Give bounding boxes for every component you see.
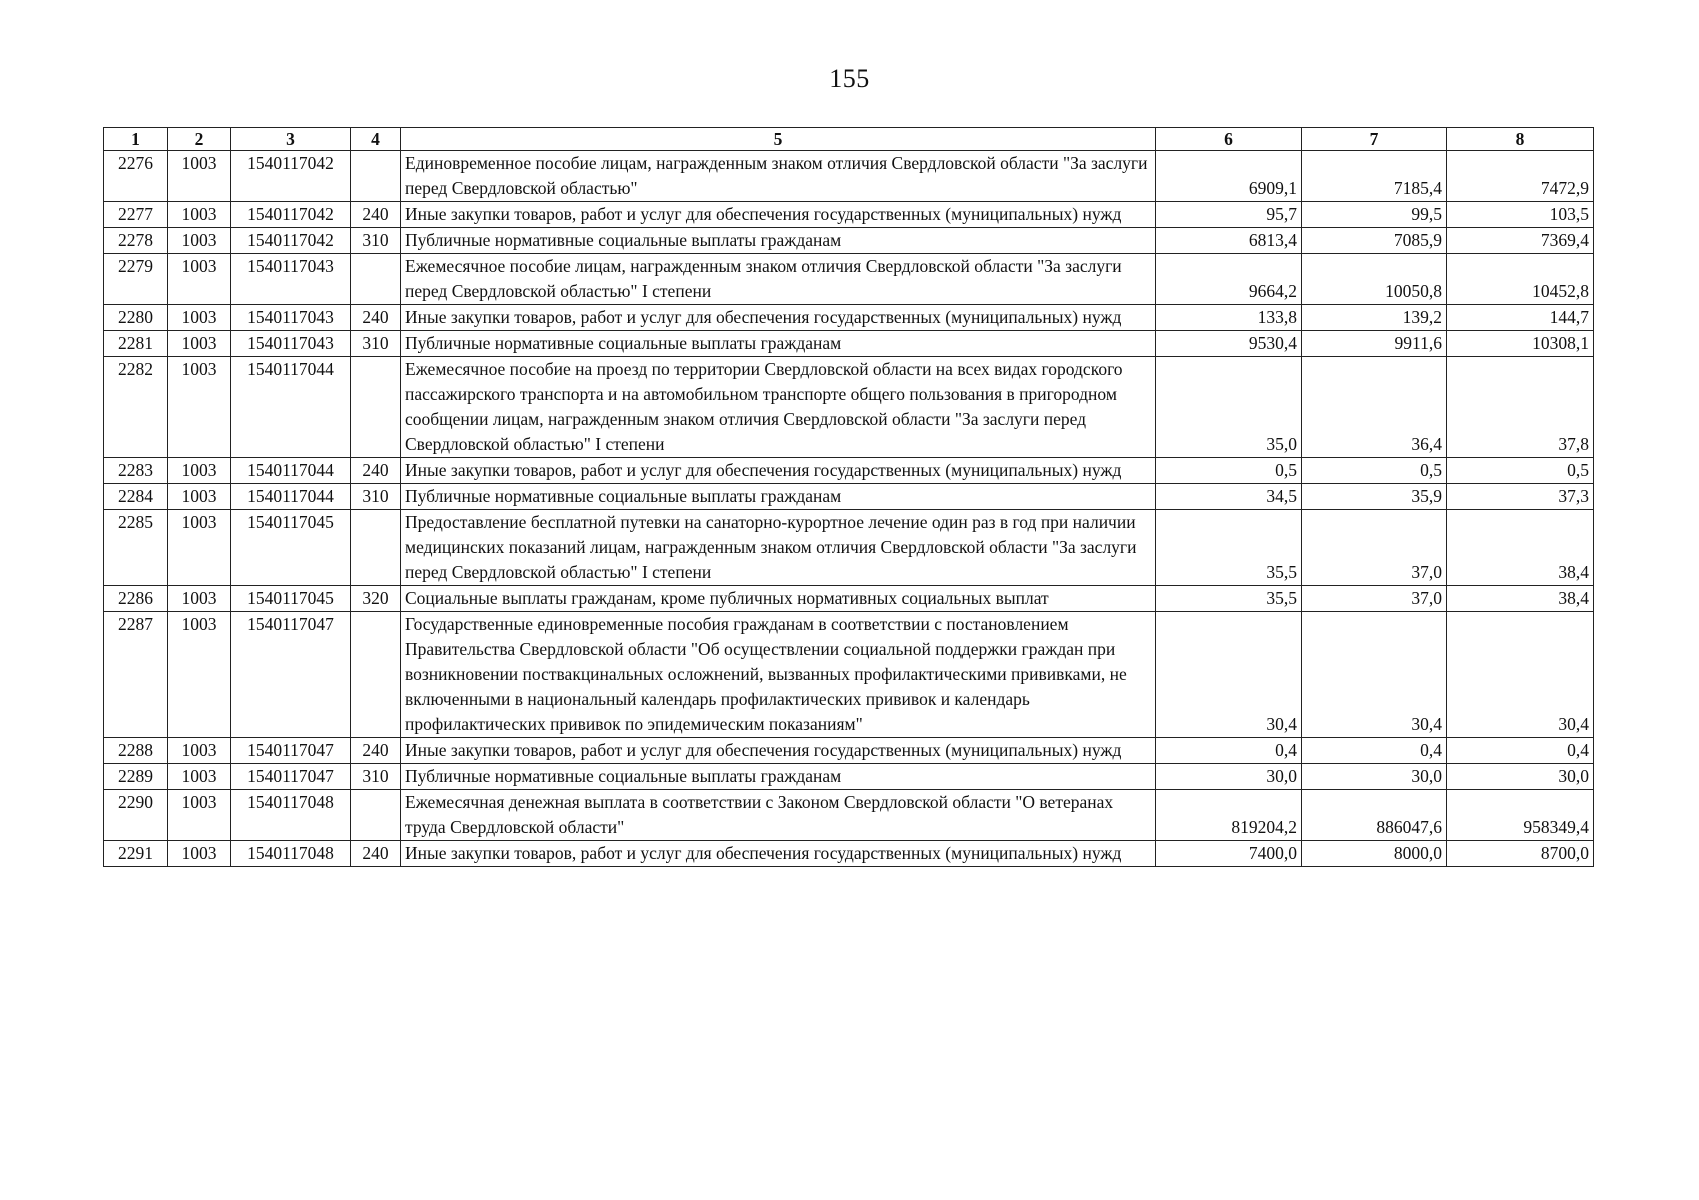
table-row [104,254,1594,305]
item-name-cell: Предоставление бесплатной путевки на санаторно-курортное лечение один раз в год при наличии медицинских показаний лицам, награжденным знаком отличия Свердловской области "За заслуги перед Свердловской областью" I степени [401,510,1156,586]
expense-type-code-cell: 310 [351,331,401,357]
row-number-cell: 2283 [104,458,168,484]
item-name-cell: Иные закупки товаров, работ и услуг для обеспечения государственных (муниципальных) нужд [401,738,1156,764]
row-number-cell: 2280 [104,305,168,331]
amount-year3-cell: 37,3 [1447,484,1594,510]
row-number-cell: 2279 [104,254,168,305]
row-number-cell: 2290 [104,790,168,841]
col-header-1: 1 [104,128,168,151]
amount-year3-cell: 958349,4 [1447,790,1594,841]
amount-year1-cell: 95,7 [1156,202,1302,228]
amount-year2-cell: 30,4 [1302,612,1447,738]
amount-year2-cell: 10050,8 [1302,254,1447,305]
section-code-cell: 1003 [168,510,231,586]
col-header-3: 3 [231,128,351,151]
target-article-code-cell: 1540117044 [231,357,351,458]
amount-year1-cell: 35,5 [1156,586,1302,612]
expense-type-code-cell [351,790,401,841]
table-row [104,458,1594,484]
target-article-code-cell: 1540117047 [231,738,351,764]
expense-type-code-cell: 320 [351,586,401,612]
target-article-code-cell: 1540117047 [231,612,351,738]
item-name-cell: Публичные нормативные социальные выплаты гражданам [401,764,1156,790]
row-number-cell: 2282 [104,357,168,458]
expense-type-code-cell [351,612,401,738]
row-number-cell: 2278 [104,228,168,254]
amount-year1-cell: 9530,4 [1156,331,1302,357]
amount-year2-cell: 36,4 [1302,357,1447,458]
col-header-2: 2 [168,128,231,151]
item-name-cell: Ежемесячное пособие на проезд по территории Свердловской области на всех видах городского пассажирского транспорта и на автомобильном транспорте общего пользования в пригородном сообщении лицам, награжденным знаком отличия Свердловской области "За заслуги перед Свердловской областью" I степени [401,357,1156,458]
amount-year1-cell: 133,8 [1156,305,1302,331]
table-row [104,228,1594,254]
target-article-code-cell: 1540117043 [231,331,351,357]
row-number-cell: 2281 [104,331,168,357]
amount-year3-cell: 38,4 [1447,586,1594,612]
amount-year1-cell: 34,5 [1156,484,1302,510]
target-article-code-cell: 1540117044 [231,484,351,510]
section-code-cell: 1003 [168,841,231,867]
expense-type-code-cell [351,357,401,458]
row-number-cell: 2291 [104,841,168,867]
amount-year3-cell: 0,5 [1447,458,1594,484]
section-code-cell: 1003 [168,357,231,458]
expense-type-code-cell [351,254,401,305]
target-article-code-cell: 1540117042 [231,151,351,202]
amount-year2-cell: 7085,9 [1302,228,1447,254]
item-name-cell: Иные закупки товаров, работ и услуг для обеспечения государственных (муниципальных) нужд [401,202,1156,228]
target-article-code-cell: 1540117044 [231,458,351,484]
row-number-cell: 2289 [104,764,168,790]
expense-type-code-cell: 240 [351,458,401,484]
row-number-cell: 2285 [104,510,168,586]
amount-year1-cell: 0,5 [1156,458,1302,484]
table-row [104,331,1594,357]
amount-year1-cell: 6813,4 [1156,228,1302,254]
section-code-cell: 1003 [168,790,231,841]
row-number-cell: 2287 [104,612,168,738]
target-article-code-cell: 1540117047 [231,764,351,790]
item-name-cell: Иные закупки товаров, работ и услуг для обеспечения государственных (муниципальных) нужд [401,458,1156,484]
amount-year3-cell: 8700,0 [1447,841,1594,867]
amount-year1-cell: 9664,2 [1156,254,1302,305]
target-article-code-cell: 1540117045 [231,510,351,586]
amount-year1-cell: 0,4 [1156,738,1302,764]
amount-year3-cell: 38,4 [1447,510,1594,586]
amount-year1-cell: 6909,1 [1156,151,1302,202]
amount-year3-cell: 10452,8 [1447,254,1594,305]
item-name-cell: Государственные единовременные пособия гражданам в соответствии с постановлением Правительства Свердловской области "Об осуществлении социальной поддержки граждан при возникновении поствакцинальных осложнений, вызванных профилактическими прививками, не включенными в национальный календарь профилактических прививок и календарь профилактических прививок по эпидемическим показаниям" [401,612,1156,738]
amount-year2-cell: 9911,6 [1302,331,1447,357]
section-code-cell: 1003 [168,228,231,254]
table-row [104,790,1594,841]
amount-year1-cell: 30,4 [1156,612,1302,738]
target-article-code-cell: 1540117048 [231,841,351,867]
row-number-cell: 2288 [104,738,168,764]
table-row [104,738,1594,764]
section-code-cell: 1003 [168,484,231,510]
table-row [104,484,1594,510]
amount-year1-cell: 35,0 [1156,357,1302,458]
section-code-cell: 1003 [168,764,231,790]
item-name-cell: Социальные выплаты гражданам, кроме публичных нормативных социальных выплат [401,586,1156,612]
expense-type-code-cell [351,151,401,202]
expense-type-code-cell: 240 [351,738,401,764]
item-name-cell: Иные закупки товаров, работ и услуг для обеспечения государственных (муниципальных) нужд [401,305,1156,331]
col-header-7: 7 [1302,128,1447,151]
target-article-code-cell: 1540117045 [231,586,351,612]
table-row [104,202,1594,228]
amount-year1-cell: 35,5 [1156,510,1302,586]
amount-year3-cell: 0,4 [1447,738,1594,764]
header-row [104,128,1594,151]
section-code-cell: 1003 [168,738,231,764]
item-name-cell: Ежемесячное пособие лицам, награжденным знаком отличия Свердловской области "За заслуги перед Свердловской областью" I степени [401,254,1156,305]
expense-type-code-cell: 240 [351,305,401,331]
target-article-code-cell: 1540117043 [231,305,351,331]
amount-year2-cell: 99,5 [1302,202,1447,228]
target-article-code-cell: 1540117048 [231,790,351,841]
amount-year2-cell: 0,5 [1302,458,1447,484]
amount-year2-cell: 886047,6 [1302,790,1447,841]
section-code-cell: 1003 [168,458,231,484]
col-header-6: 6 [1156,128,1302,151]
table-row [104,612,1594,738]
amount-year3-cell: 37,8 [1447,357,1594,458]
item-name-cell: Ежемесячная денежная выплата в соответствии с Законом Свердловской области "О ветеранах труда Свердловской области" [401,790,1156,841]
item-name-cell: Публичные нормативные социальные выплаты гражданам [401,484,1156,510]
col-header-4: 4 [351,128,401,151]
row-number-cell: 2276 [104,151,168,202]
amount-year2-cell: 30,0 [1302,764,1447,790]
section-code-cell: 1003 [168,331,231,357]
amount-year1-cell: 7400,0 [1156,841,1302,867]
amount-year3-cell: 7472,9 [1447,151,1594,202]
table-row [104,510,1594,586]
section-code-cell: 1003 [168,586,231,612]
amount-year3-cell: 103,5 [1447,202,1594,228]
amount-year1-cell: 819204,2 [1156,790,1302,841]
amount-year3-cell: 10308,1 [1447,331,1594,357]
table-row [104,357,1594,458]
page-number: 155 [829,64,870,93]
amount-year2-cell: 8000,0 [1302,841,1447,867]
table-row [104,764,1594,790]
row-number-cell: 2284 [104,484,168,510]
item-name-cell: Публичные нормативные социальные выплаты гражданам [401,228,1156,254]
target-article-code-cell: 1540117043 [231,254,351,305]
amount-year2-cell: 139,2 [1302,305,1447,331]
expense-type-code-cell [351,510,401,586]
expense-type-code-cell: 310 [351,228,401,254]
target-article-code-cell: 1540117042 [231,228,351,254]
section-code-cell: 1003 [168,305,231,331]
section-code-cell: 1003 [168,151,231,202]
section-code-cell: 1003 [168,254,231,305]
amount-year3-cell: 7369,4 [1447,228,1594,254]
item-name-cell: Единовременное пособие лицам, награжденным знаком отличия Свердловской области "За заслуги перед Свердловской областью" [401,151,1156,202]
table-row [104,305,1594,331]
item-name-cell: Иные закупки товаров, работ и услуг для обеспечения государственных (муниципальных) нужд [401,841,1156,867]
row-number-cell: 2286 [104,586,168,612]
item-name-cell: Публичные нормативные социальные выплаты гражданам [401,331,1156,357]
expense-type-code-cell: 240 [351,202,401,228]
expense-type-code-cell: 310 [351,484,401,510]
amount-year1-cell: 30,0 [1156,764,1302,790]
expense-type-code-cell: 310 [351,764,401,790]
amount-year3-cell: 30,4 [1447,612,1594,738]
budget-table [103,127,1594,867]
amount-year3-cell: 144,7 [1447,305,1594,331]
amount-year3-cell: 30,0 [1447,764,1594,790]
table-row [104,586,1594,612]
col-header-8: 8 [1447,128,1594,151]
table-row [104,841,1594,867]
amount-year2-cell: 37,0 [1302,510,1447,586]
section-code-cell: 1003 [168,202,231,228]
row-number-cell: 2277 [104,202,168,228]
table-row [104,151,1594,202]
amount-year2-cell: 35,9 [1302,484,1447,510]
target-article-code-cell: 1540117042 [231,202,351,228]
amount-year2-cell: 37,0 [1302,586,1447,612]
col-header-5: 5 [401,128,1156,151]
amount-year2-cell: 0,4 [1302,738,1447,764]
table-body [104,151,1594,867]
section-code-cell: 1003 [168,612,231,738]
expense-type-code-cell: 240 [351,841,401,867]
amount-year2-cell: 7185,4 [1302,151,1447,202]
